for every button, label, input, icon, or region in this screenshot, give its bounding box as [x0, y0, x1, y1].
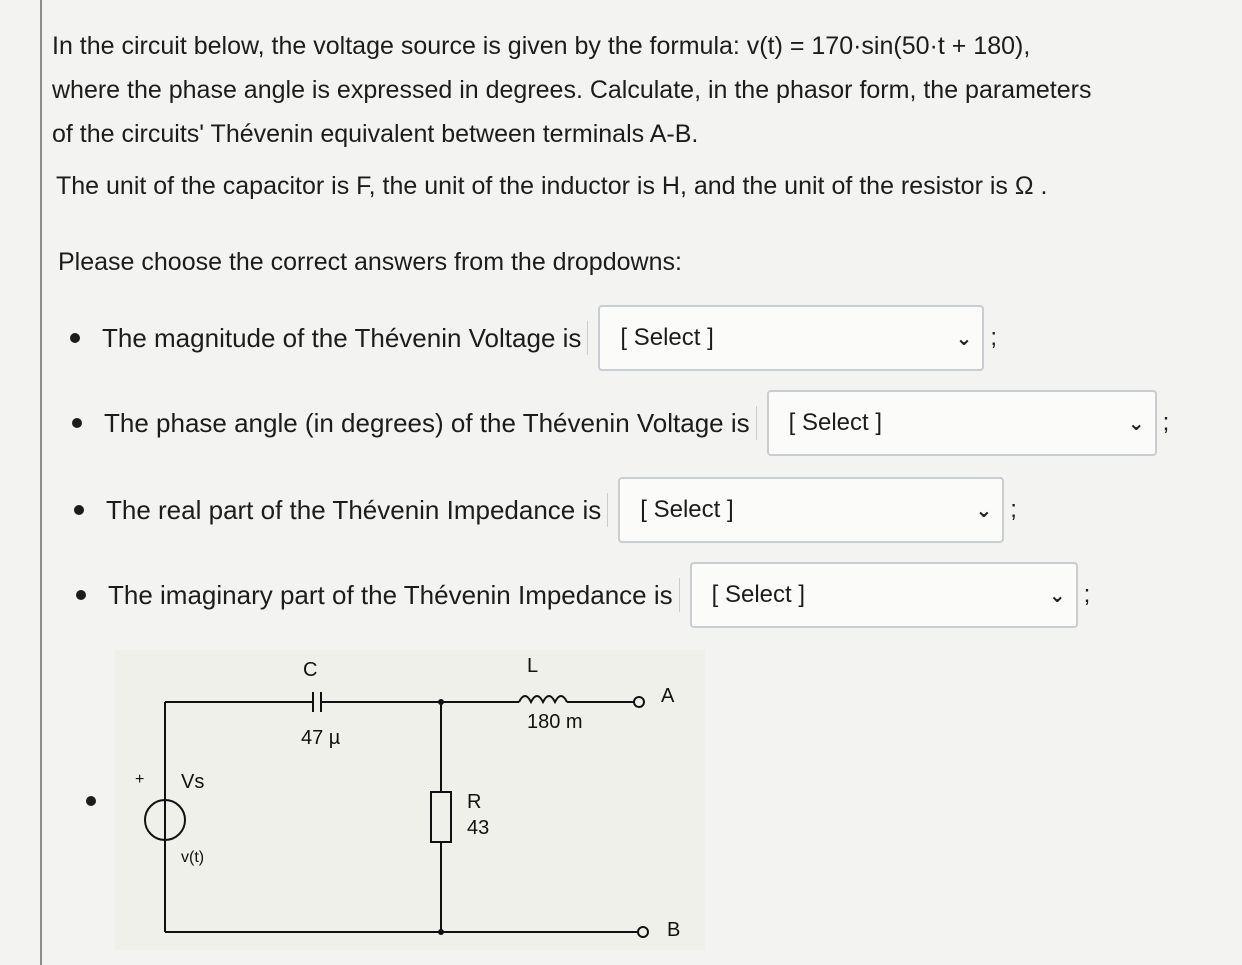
- terminal-a-label: A: [661, 685, 675, 707]
- suffix: ;: [1010, 496, 1017, 523]
- dropdown-value: [ Select ]: [788, 409, 882, 436]
- question-magnitude: [70, 305, 997, 371]
- instructions-text: Please choose the correct answers from the dropdowns:: [58, 248, 682, 276]
- terminal-b-label: B: [667, 919, 681, 941]
- imaginary-impedance-dropdown[interactable]: [690, 562, 1078, 628]
- intro-line-1: In the circuit below, the voltage source is given by the formula: v(t) = 170·sin(50·t + 180),: [52, 32, 1031, 60]
- question-label: The phase angle (in degrees) of the Thévenin Voltage is: [104, 407, 750, 438]
- terminal-a: [634, 697, 644, 707]
- dropdown-value: [ Select ]: [620, 324, 714, 351]
- junction-dot: [438, 699, 444, 705]
- suffix: ;: [990, 324, 998, 351]
- divider: [607, 493, 608, 527]
- intro-line-2: where the phase angle is expressed in degrees. Calculate, in the phasor form, the parameters: [52, 76, 1092, 104]
- intro-line-3: of the circuits' Thévenin equivalent between terminals A-B.: [52, 120, 699, 148]
- page-edge: [40, 0, 42, 965]
- chevron-down-icon: ⌄: [1127, 412, 1145, 435]
- magnitude-dropdown[interactable]: [598, 305, 984, 371]
- suffix: ;: [1083, 581, 1091, 608]
- source-label: Vs: [181, 771, 205, 793]
- chevron-down-icon: ⌄: [975, 499, 993, 522]
- divider: [679, 578, 680, 612]
- bullet: [76, 590, 86, 600]
- divider: [587, 321, 588, 355]
- source-plus: +: [135, 771, 145, 788]
- bullet: [86, 796, 96, 806]
- question-label: The imaginary part of the Thévenin Impedance is: [108, 579, 673, 610]
- inductor-label: L: [527, 655, 539, 677]
- resistor-symbol: [431, 792, 451, 842]
- suffix: ;: [1162, 409, 1170, 436]
- bullet: [70, 333, 80, 343]
- capacitor-value: 47 µ: [301, 727, 341, 749]
- dropdown-value: [ Select ]: [711, 581, 805, 608]
- phase-angle-dropdown[interactable]: [767, 390, 1157, 456]
- terminal-b: [638, 927, 648, 937]
- question-real-impedance: [74, 477, 1017, 543]
- inductor-symbol: [519, 696, 567, 702]
- question-phase-angle: [72, 390, 1169, 456]
- divider: [756, 406, 757, 440]
- capacitor-symbol: [313, 692, 321, 712]
- chevron-down-icon: ⌄: [1048, 584, 1066, 607]
- real-impedance-dropdown[interactable]: [618, 477, 1004, 543]
- inductor-value: 180 m: [527, 711, 583, 733]
- circuit-svg: [115, 650, 705, 950]
- circuit-diagram: [115, 650, 705, 950]
- question-intro: [52, 24, 1212, 156]
- resistor-label: R: [467, 791, 482, 813]
- source-function: v(t): [181, 849, 205, 866]
- question-imaginary-impedance: [76, 562, 1090, 628]
- dropdown-value: [ Select ]: [640, 496, 734, 523]
- junction-dot: [438, 929, 444, 935]
- bullet: [72, 418, 82, 428]
- question-label: The real part of the Thévenin Impedance is: [106, 494, 602, 525]
- units-text: The unit of the capacitor is F, the unit of the inductor is H, and the unit of the resistor is Ω .: [56, 172, 1048, 200]
- bullet: [74, 505, 84, 515]
- chevron-down-icon: ⌄: [955, 327, 973, 350]
- question-label: The magnitude of the Thévenin Voltage is: [102, 322, 582, 353]
- resistor-value: 43: [467, 817, 490, 839]
- capacitor-label: C: [303, 659, 318, 681]
